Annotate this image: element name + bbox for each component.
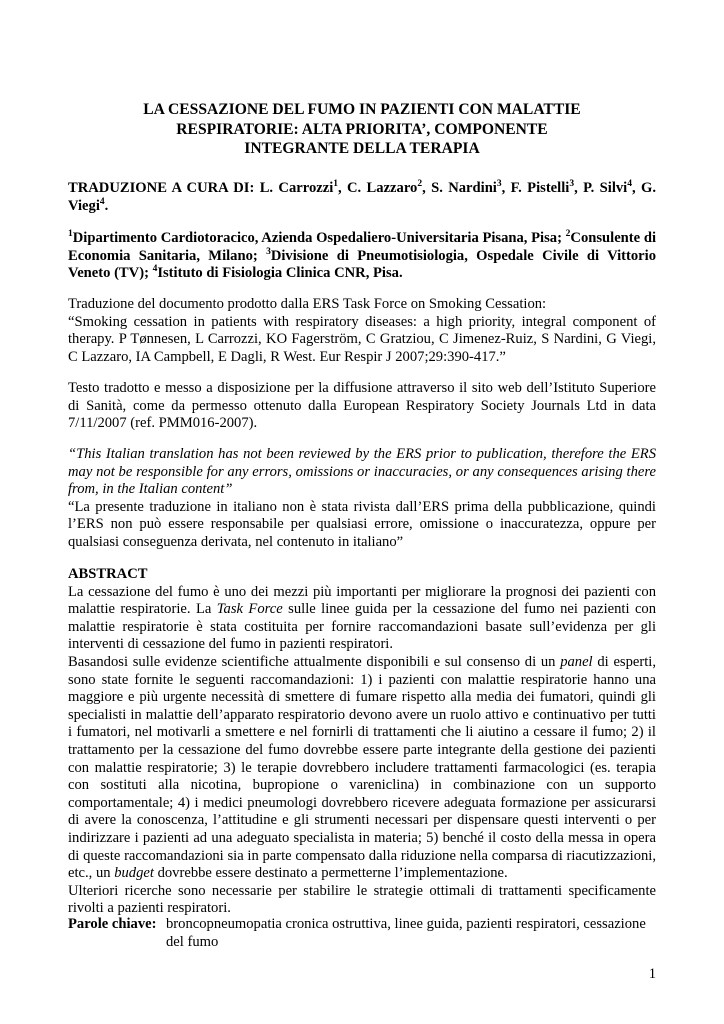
affil-mark: 3: [266, 246, 271, 257]
abstract-section: [68, 566, 656, 918]
author-name: , S. Nardini: [422, 180, 497, 196]
author-affil-mark: 3: [496, 179, 502, 190]
abstract-italic-term: budget: [114, 865, 154, 882]
abstract-paragraph-1: [68, 584, 656, 654]
abstract-text: La cessazione del fumo è uno dei mezzi più importanti per migliorare la prognosi dei pazienti con malattie respiratorie. La: [68, 583, 656, 618]
abstract-text: Basandosi sulle evidenze scientifiche attualmente disponibili e sul consenso di un: [68, 653, 561, 670]
source-intro: Traduzione del documento prodotto dalla ERS Task Force on Smoking Cessation:: [68, 296, 547, 312]
affil-text: Divisione di Pneumotisiologia, Ospedale Civile di Vittorio Veneto (TV);: [68, 247, 656, 282]
author-affil-mark: 4: [627, 179, 632, 190]
source-citation: “Smoking cessation in patients with respiratory diseases: a high priority, integral component of therapy. P Tønnesen, L Carrozzi, KO Fagerström, C Gratziou, C Jimenez-Ruiz, S Nardini, G Viegi, C Lazzaro, IA Campbell, E Dagli, R West. Eur Respir J 2007;29:390-417.”: [68, 313, 656, 365]
keywords-label: Parole chiave:: [68, 916, 157, 932]
author-name: L. Carrozzi: [259, 180, 334, 196]
affiliations: [68, 230, 656, 283]
affil-text: Dipartimento Cardiotoracico, Azienda Ospedaliero-Universitaria Pisana, Pisa;: [72, 230, 566, 246]
disclaimer-italian: “La presente traduzione in italiano non è stata rivista dall’ERS prima della pubblicazione, quindi l’ERS non può essere responsabile per qualsiasi errore, omissione o inaccuratezza, oppure per qualsiasi conseguenza derivata, nel contenuto in italiano”: [68, 498, 656, 550]
author-name: , F. Pistelli: [501, 180, 570, 196]
author-affil-mark: 2: [417, 179, 423, 190]
abstract-text: dovrebbe essere destinato a permetterne l’implementazione.: [153, 865, 508, 882]
abstract-text: di esperti, sono state fornite le seguenti raccomandazioni: 1) i pazienti con malattie respiratorie hanno una maggiore e più urgente necessità di smettere di fumare rispetto alla media dei fumatori, quindi gli specialisti in malattie dell’apparato respiratorio devono avere un ruolo attivo e continuativo per tutti i fumatori, nel motivarli a smettere e nel fornirli di trattamenti che li aiutino a cessare il fumo; 2) il trattamento per la cessazione del fumo dovrebbe essere parte integrante della gestione dei pazienti con malattie respiratorie; 3) le terapie dovrebbero includere trattamenti farmacologici (es. terapia con sostituti alla nicotina, bupropione o vareniclina) in combinazione con un supporto comportamentale; 4) i medici pneumologi dovrebbero ricevere adeguata formazione per assicurarsi di avere la conoscenza, l’attitudine e gli strumenti necessari per dispensare questi interventi o per indirizzare i pazienti ad una adeguato specialista in materia; 5) benché il costo della messa in opera di queste raccomandazioni sia in parte compensato dalla riduzione nella comparsa di riacutizzazioni, etc., un: [68, 653, 656, 882]
title-line-2: RESPIRATORIE: ALTA PRIORITA’, COMPONENTE: [176, 120, 548, 138]
abstract-paragraph-2: [68, 654, 656, 883]
affil-text: Istituto di Fisiologia Clinica CNR, Pisa.: [157, 265, 403, 282]
title-line-1: LA CESSAZIONE DEL FUMO IN PAZIENTI CON MALATTIE: [143, 101, 581, 118]
affil-mark: 1: [68, 229, 73, 240]
abstract-paragraph-3: Ulteriori ricerche sono necessarie per stabilire le strategie ottimali di trattamenti specificamente rivolti a pazienti respiratori.: [68, 882, 656, 917]
document-title: [68, 100, 656, 159]
source-section: [68, 296, 656, 366]
author-affil-mark: 4: [99, 196, 105, 207]
affil-mark: 2: [565, 229, 571, 240]
author-name: , C. Lazzaro: [338, 180, 418, 196]
affil-mark: 4: [152, 264, 158, 275]
page-number: 1: [648, 966, 656, 982]
author-name: , G. Viegi: [68, 180, 656, 214]
disclaimer-section: [68, 446, 656, 552]
keywords-row: [68, 916, 656, 951]
abstract-text: sulle linee guida per la cessazione del fumo nei pazienti con malattie respiratorie è stata costituita per fornire raccomandazioni basate sull’evidenza per gli interventi di cessazione del fumo in pazienti respiratori.: [68, 601, 657, 653]
keywords-value: broncopneumopatia cronica ostruttiva, linee guida, pazienti respiratori, cessazione del fumo: [166, 916, 646, 950]
authors-line: [68, 180, 656, 215]
authors-end: .: [104, 197, 109, 214]
abstract-italic-term: panel: [560, 653, 593, 670]
affil-text: Consulente di Economia Sanitaria, Milano;: [68, 230, 657, 264]
abstract-italic-term: Task Force: [216, 601, 283, 618]
title-line-3: INTEGRANTE DELLA TERAPIA: [244, 140, 480, 158]
authors-prefix: TRADUZIONE A CURA DI:: [68, 180, 260, 196]
author-affil-mark: 3: [569, 179, 575, 190]
disclaimer-english: “This Italian translation has not been reviewed by the ERS prior to publication, therefore the ERS may not be responsible for any errors, omissions or inaccuracies, or any consequences arising there from, in the Italian content”: [68, 446, 656, 498]
author-affil-mark: 1: [333, 179, 339, 190]
abstract-heading: ABSTRACT: [68, 566, 148, 582]
author-name: , P. Silvi: [574, 180, 628, 196]
rights-statement: Testo tradotto e messo a disposizione per la diffusione attraverso il sito web dell’Istituto Superiore di Sanità, come da permesso ottenuto dalla European Respiratory Society Journals Ltd in data 7/11/2007 (ref. PMM016-2007).: [68, 380, 656, 432]
